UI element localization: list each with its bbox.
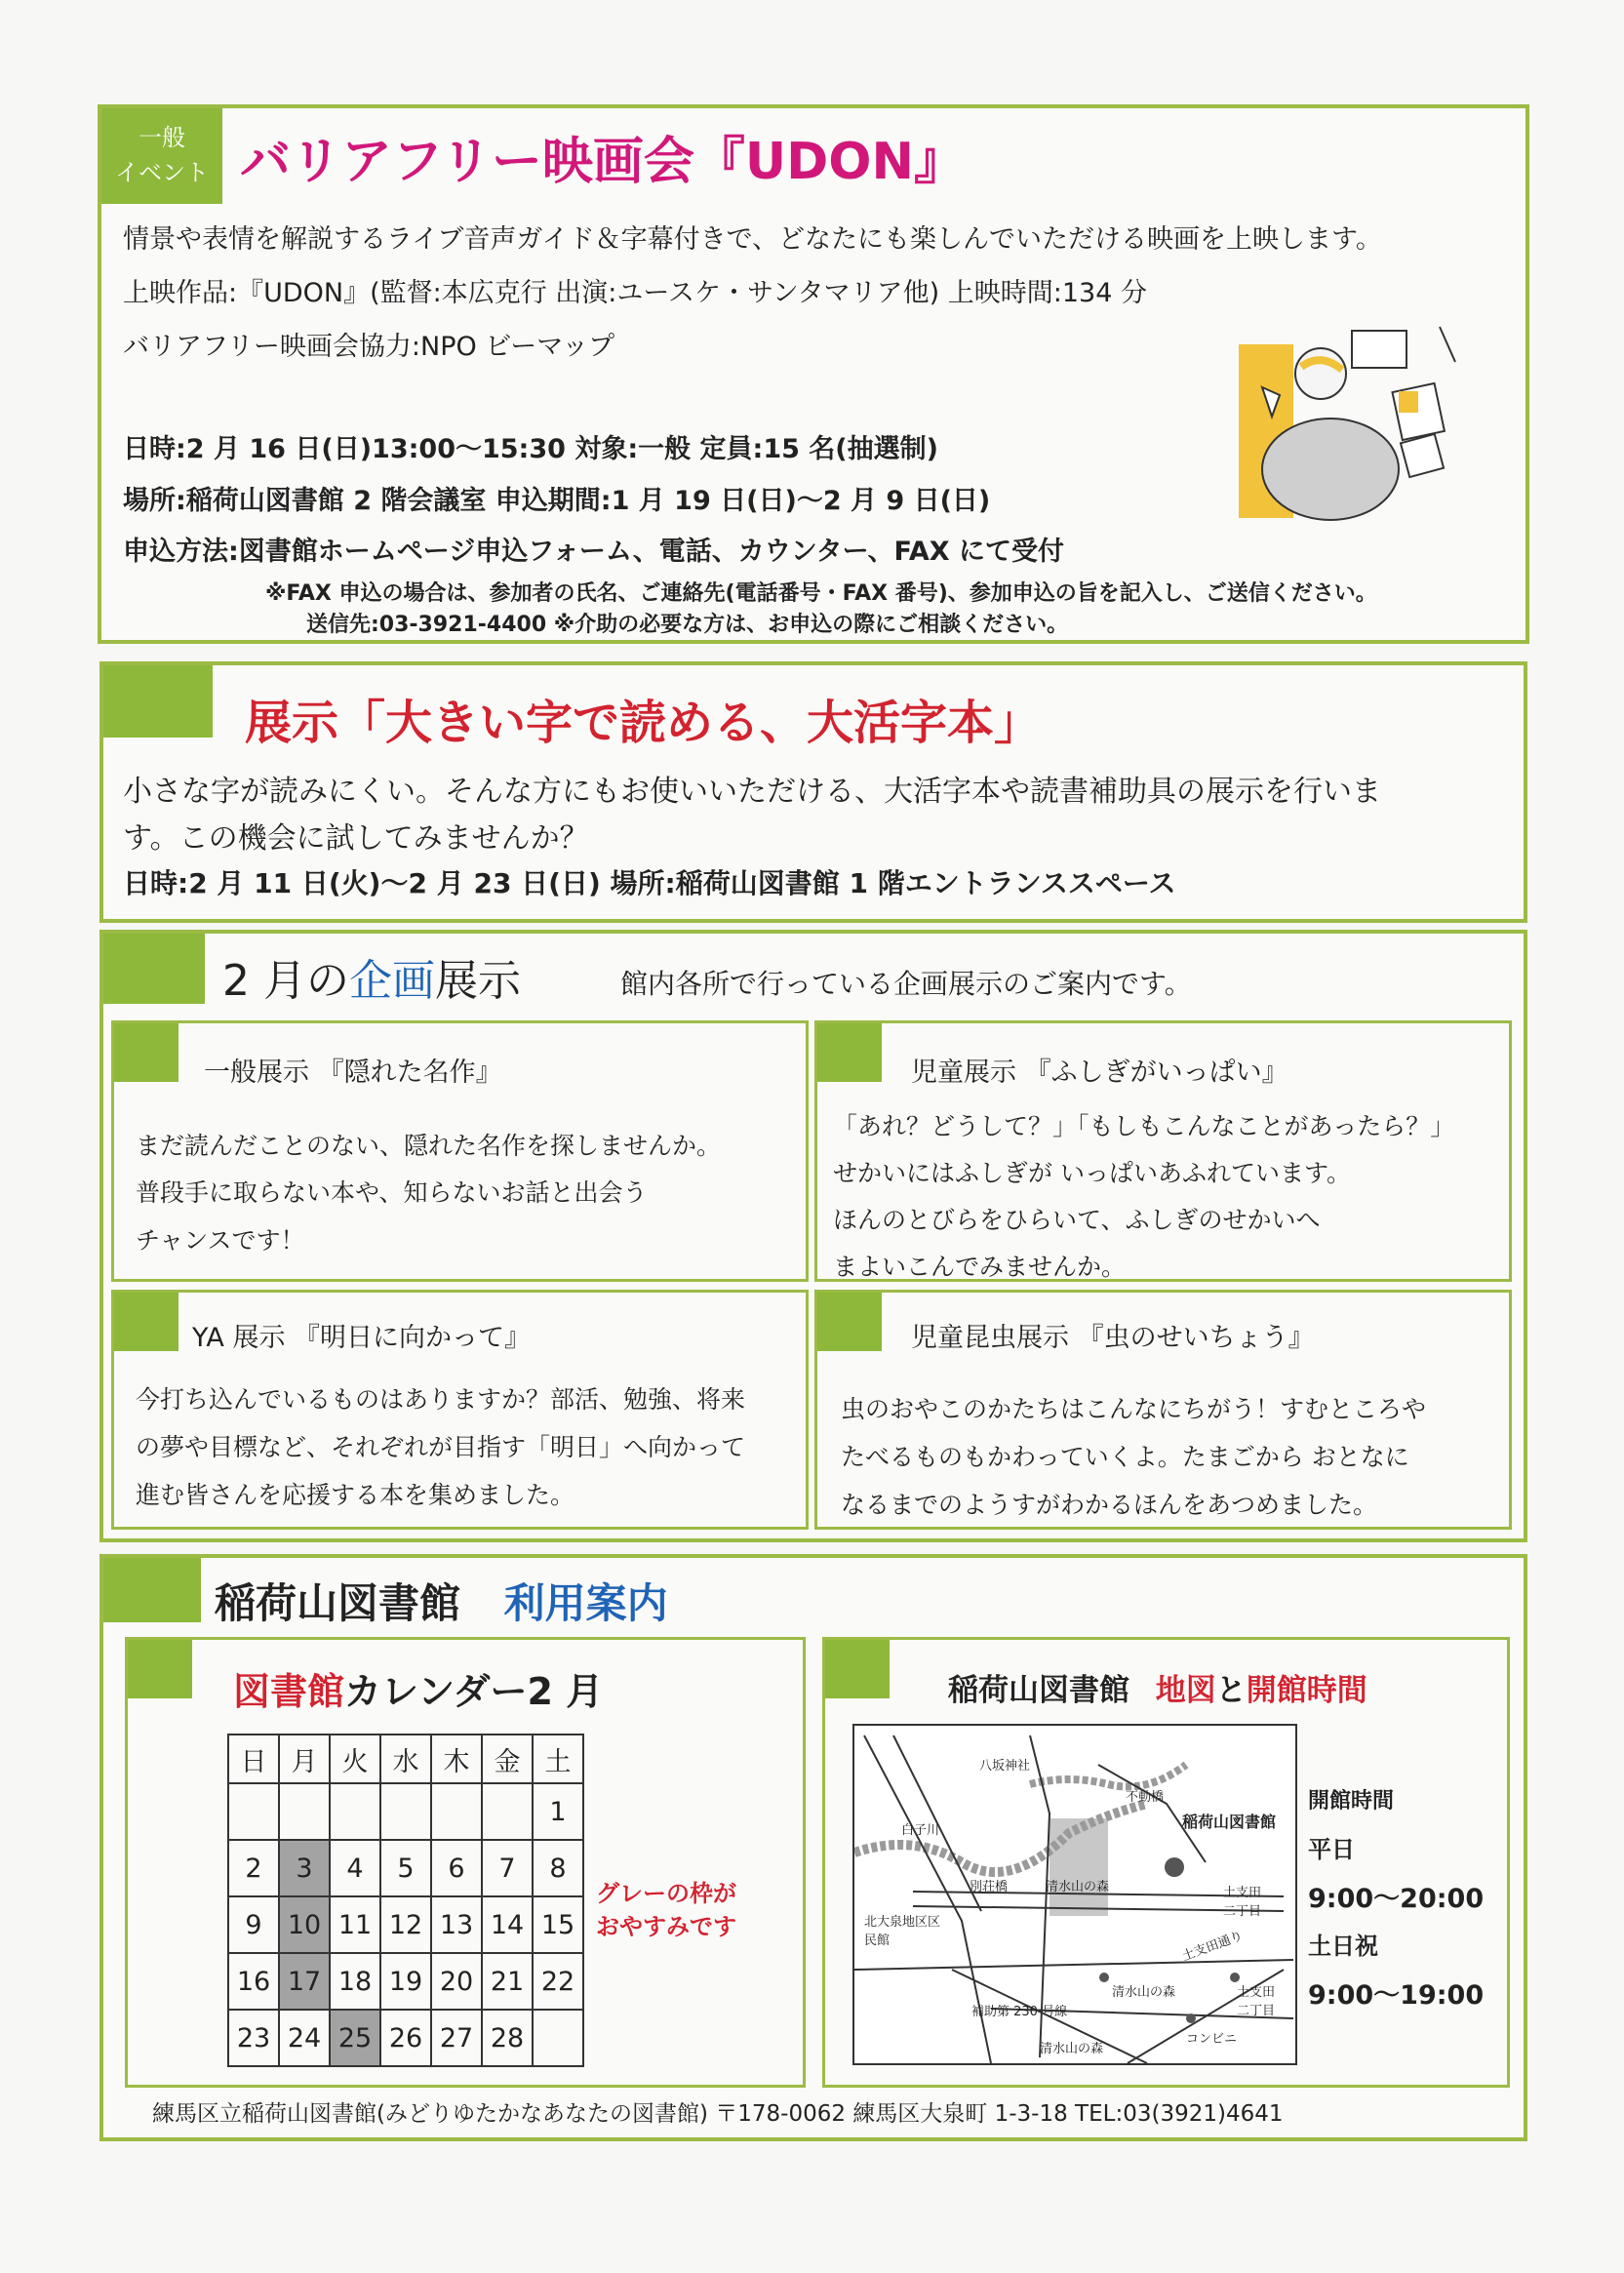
calendar-title-red: 図書館: [233, 1670, 345, 1713]
calendar-day: [279, 1783, 330, 1840]
badge-line2: イベント: [115, 159, 209, 186]
weekday-label: 平日: [1308, 1836, 1355, 1863]
exhibit-line: 進む皆さんを応援する本を集めました。: [136, 1481, 575, 1509]
calendar-day: 26: [380, 2010, 431, 2066]
exhibit-card-general: [111, 1020, 809, 1282]
exhibits-title-pre: 2 月の: [222, 956, 349, 1006]
calendar-day: 5: [380, 1840, 431, 1896]
calendar-day: [482, 1783, 533, 1840]
exhibit-line: 今打ち込んでいるものはありますか？部活、勉強、将来: [136, 1385, 746, 1414]
exhibits-title-post: 展示: [434, 956, 521, 1006]
calendar-day: 27: [431, 2010, 482, 2066]
map-label: 清水山の森: [1040, 2042, 1104, 2056]
exhibit-title: 一般展示 『隠れた名作』: [204, 1057, 502, 1088]
calendar-day: 20: [431, 1953, 482, 2010]
map-label: 土支田通り: [1180, 1929, 1246, 1965]
exhibit-line: ほんのとびらをひらいて、ふしぎのせかいへ: [833, 1206, 1321, 1234]
calendar-day: 21: [482, 1953, 533, 2010]
map-title-black: 稲荷山図書館: [948, 1673, 1129, 1708]
exhibit-line: 普段手に取らない本や、知らないお話と出会う: [136, 1178, 648, 1207]
calendar-day: 7: [482, 1840, 533, 1896]
calendar-day: 13: [431, 1896, 482, 1953]
badge-line1: 一般: [139, 124, 185, 151]
calendar-day: 14: [482, 1896, 533, 1953]
calendar-grid: [227, 1734, 584, 2067]
exhibit-card-children: [814, 1020, 1512, 1282]
guide-title-black: 稲荷山図書館: [215, 1579, 461, 1627]
calendar-day: 18: [330, 1953, 380, 2010]
calendar-day: 24: [279, 2010, 330, 2066]
map-label: 八坂神社: [979, 1759, 1031, 1774]
card-tab-marker: [128, 1640, 192, 1698]
guide-title-blue: 利用案内: [503, 1579, 668, 1627]
weekday-header: 火: [330, 1735, 380, 1783]
event-note1: ※FAX 申込の場合は、参加者の氏名、ご連絡先(電話番号・FAX 番号)、参加申込の旨を記入し、ご送信ください。: [265, 581, 1377, 606]
exhibit-title: 児童展示 『ふしぎがいっぱい』: [911, 1057, 1288, 1088]
guide-title: [215, 1572, 668, 1630]
card-tab-marker: [817, 1023, 882, 1082]
calendar-title-black: カレンダー2 月: [344, 1670, 604, 1713]
weekday-header: 水: [380, 1735, 431, 1783]
exhibit-line: まよいこんでみませんか。: [833, 1253, 1127, 1281]
exhibit-card-ya: [111, 1290, 809, 1530]
exhibit-line: なるまでのようすがわかるほんをあつめました。: [841, 1491, 1378, 1519]
exhibit-line: たべるものもかわっていくよ。たまごから おとなに: [841, 1443, 1409, 1471]
calendar-day: 11: [330, 1896, 380, 1953]
calendar-day: 17: [279, 1953, 330, 2010]
map-label: 不動橋: [1126, 1790, 1165, 1805]
exhibit-card-insects: [814, 1290, 1512, 1530]
large-print-desc1: 小さな字が読みにくい。そんな方にもお使いいただける、大活字本や読書補助具の展示を行いま: [123, 775, 1381, 809]
calendar-day: 4: [330, 1840, 380, 1896]
card-tab-marker: [114, 1023, 178, 1082]
calendar-title: [233, 1661, 603, 1715]
large-print-datetime: 日時:2 月 11 日(火)～2 月 23 日(日) 場所:稲荷山図書館 1 階エントランススペース: [123, 867, 1176, 899]
calendar-day: 10: [279, 1896, 330, 1953]
map-hours-card: [822, 1637, 1510, 2088]
map-label: 北大泉地区区民館: [864, 1915, 941, 1948]
calendar-day: 16: [228, 1953, 279, 2010]
exhibit-line: まだ読んだことのない、隠れた名作を探しませんか。: [136, 1132, 722, 1160]
map-title-red2: 開館時間: [1246, 1673, 1367, 1708]
calendar-day: [533, 2010, 583, 2066]
section-tab-marker: [103, 934, 205, 1004]
map-label: 清水山の森: [1112, 1985, 1176, 2000]
calendar-day: 8: [533, 1840, 583, 1896]
calendar-day: 15: [533, 1896, 583, 1953]
map-label: 土支田二丁目: [1223, 1886, 1262, 1919]
map-label: 白子川: [901, 1823, 940, 1838]
event-film: 上映作品:『UDON』(監督:本広克行 出演:ユースケ・サンタマリア他) 上映時間:134 分: [123, 278, 1147, 308]
large-print-title: 展示「大きい字で読める、大活字本」: [245, 696, 1042, 750]
exhibit-line: チャンスです！: [136, 1226, 305, 1255]
weekday-header: 土: [533, 1735, 583, 1783]
map-label: 補助第 230 号線: [971, 2005, 1068, 2019]
map-label: コンビニ: [1186, 2032, 1238, 2047]
calendar-day: 1: [533, 1783, 583, 1840]
card-tab-marker: [825, 1640, 890, 1698]
calendar-day: 3: [279, 1840, 330, 1896]
weekend-hours: 9:00～19:00: [1308, 1980, 1485, 2011]
event-datetime: 日時:2 月 16 日(日)13:00～15:30 対象:一般 定員:15 名(抽選制): [123, 434, 938, 464]
exhibit-line: の夢や目標など、それぞれが目指す「明日」へ向かって: [136, 1433, 746, 1461]
event-place: 場所:稲荷山図書館 2 階会議室 申込期間:1 月 19 日(日)～2 月 9 日(日): [123, 486, 991, 516]
library-map: [852, 1724, 1297, 2065]
exhibit-title: 児童昆虫展示 『虫のせいちょう』: [911, 1323, 1315, 1353]
event-section: [98, 104, 1529, 644]
section-tab-marker: [103, 665, 213, 738]
map-label: 清水山の森: [1046, 1880, 1110, 1894]
large-print-desc2: す。この機会に試してみませんか？: [123, 821, 589, 856]
weekend-label: 土日祝: [1308, 1933, 1378, 1960]
event-title: バリアフリー映画会『UDON』: [240, 133, 966, 191]
exhibits-title-blue: 企画: [348, 956, 435, 1006]
calendar-day: 25: [330, 2010, 380, 2066]
map-title-red1: 地図: [1155, 1673, 1216, 1708]
calendar-day: 6: [431, 1840, 482, 1896]
movie-viewer-illustration: [1233, 323, 1457, 528]
event-badge: [101, 108, 222, 204]
map-title-mid: と: [1215, 1673, 1247, 1708]
calendar-day: 19: [380, 1953, 431, 2010]
exhibit-line: 虫のおやこのかたちはこんなにちがう！すむところや: [841, 1395, 1427, 1423]
weekday-header: 金: [482, 1735, 533, 1783]
calendar-day: [228, 1783, 279, 1840]
calendar-note-line2: おやすみです: [596, 1913, 736, 1940]
exhibit-line: 「あれ？どうして？」「もしもこんなことがあったら？」: [833, 1112, 1455, 1140]
calendar-day: 22: [533, 1953, 583, 2010]
calendar-day: 9: [228, 1896, 279, 1953]
library-footer: 練馬区立稲荷山図書館(みどりゆたかなあなたの図書館) 〒178-0062 練馬区大泉町 1-3-18 TEL:03(3921)4641: [152, 2101, 1284, 2127]
calendar-day: 12: [380, 1896, 431, 1953]
event-note2: 送信先:03-3921-4400 ※介助の必要な方は、お申込の際にご相談ください。: [306, 613, 1069, 637]
exhibit-title: YA 展示 『明日に向かって』: [192, 1323, 532, 1353]
event-desc: 情景や表情を解説するライブ音声ガイド＆字幕付きで、どなたにも楽しんでいただける映画を上映します。: [123, 224, 1382, 255]
calendar-day: [330, 1783, 380, 1840]
large-print-section: [99, 661, 1527, 923]
weekday-header: 木: [431, 1735, 482, 1783]
event-method: 申込方法:図書館ホームページ申込フォーム、電話、カウンター、FAX にて受付: [123, 537, 1065, 567]
calendar-day: 23: [228, 2010, 279, 2066]
calendar-note-line1: グレーの枠が: [596, 1880, 736, 1907]
section-tab-marker: [103, 1558, 201, 1622]
map-label: 土支田二丁目: [1237, 1985, 1276, 2018]
calendar-day: 28: [482, 2010, 533, 2066]
calendar-day: 2: [228, 1840, 279, 1896]
calendar-day: [380, 1783, 431, 1840]
map-label-library: 稲荷山図書館: [1182, 1813, 1277, 1831]
calendar-day: [431, 1783, 482, 1840]
weekday-header: 日: [228, 1735, 279, 1783]
hours-title: 開館時間: [1308, 1789, 1395, 1814]
map-title: [948, 1665, 1367, 1709]
map-label: 別荘橋: [970, 1880, 1009, 1894]
card-tab-marker: [817, 1293, 882, 1351]
card-tab-marker: [114, 1293, 178, 1351]
weekday-header: 月: [279, 1735, 330, 1783]
weekday-hours: 9:00～20:00: [1308, 1884, 1485, 1914]
exhibits-title: [222, 945, 521, 1008]
event-cooperation: バリアフリー映画会協力:NPO ビーマップ: [123, 332, 615, 362]
exhibits-subtitle: 館内各所で行っている企画展示のご案内です。: [620, 968, 1192, 1000]
calendar-card: [125, 1637, 806, 2088]
exhibit-line: せかいにはふしぎが いっぱいあふれています。: [833, 1159, 1351, 1187]
